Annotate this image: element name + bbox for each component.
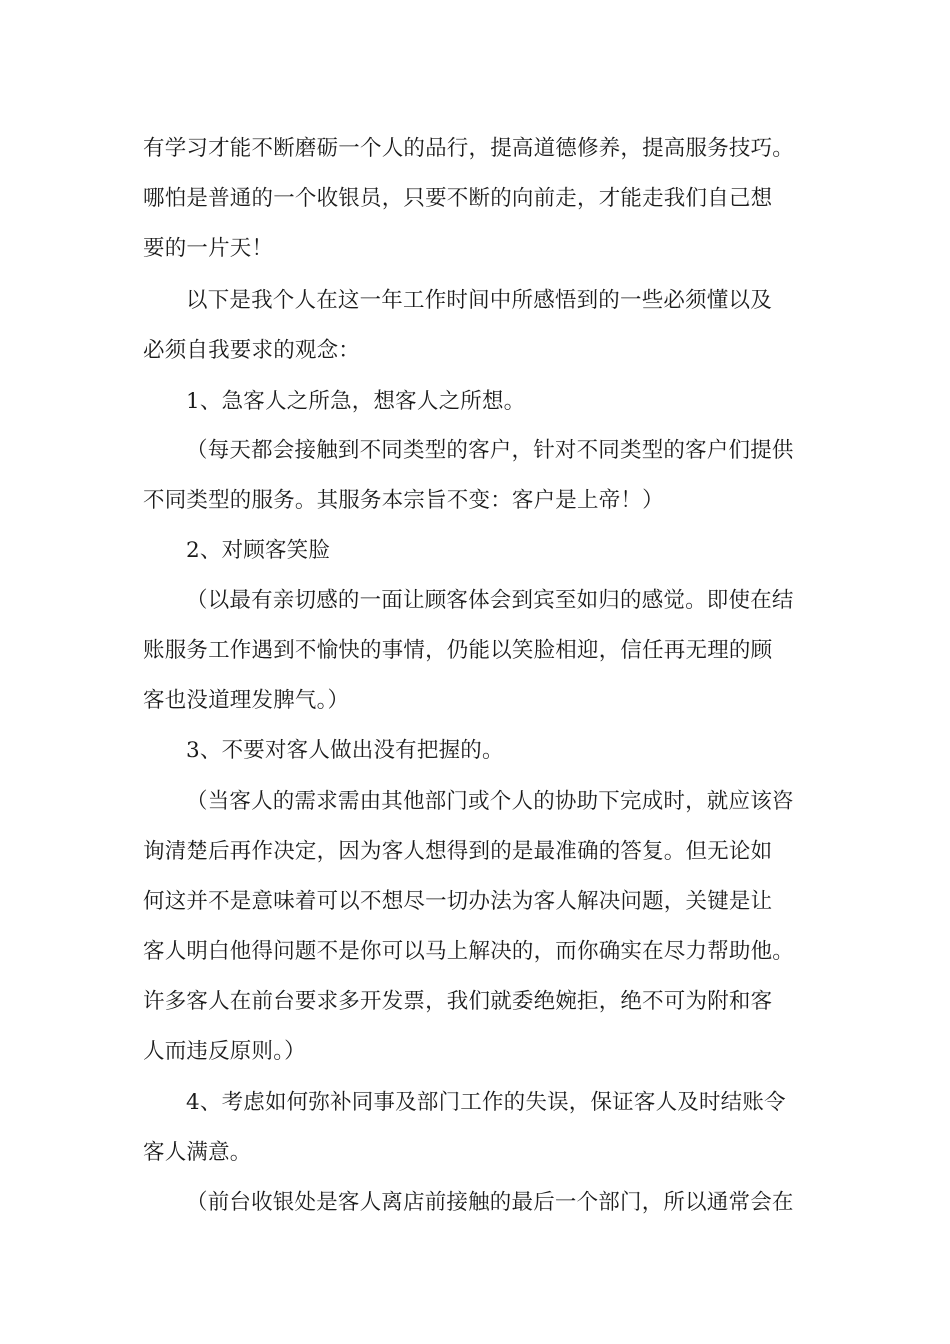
text-line: 3、不要对客人做出没有把握的。 — [186, 738, 504, 763]
text-line: 询清楚后再作决定，因为客人想得到的是最准确的答复。但无论如 — [143, 839, 773, 864]
text-line: （每天都会接触到不同类型的客户，针对不同类型的客户们提供 — [186, 438, 794, 463]
text-line: 客人满意。 — [143, 1140, 252, 1165]
text-line: 客也没道理发脾气。） — [143, 688, 350, 713]
text-line: 何这并不是意味着可以不想尽一切办法为客人解决问题，关键是让 — [143, 889, 773, 914]
text-line: 以下是我个人在这一年工作时间中所感悟到的一些必须懂以及 — [186, 288, 772, 313]
text-line: 许多客人在前台要求多开发票，我们就委绝婉拒，绝不可为附和客 — [143, 989, 773, 1014]
text-line: （前台收银处是客人离店前接触的最后一个部门，所以通常会在 — [186, 1190, 794, 1215]
text-line: 哪怕是普通的一个收银员，只要不断的向前走，才能走我们自己想 — [143, 186, 773, 211]
text-line: 要的一片天！ — [143, 236, 274, 261]
text-line: 1、急客人之所急，想客人之所想。 — [186, 389, 526, 414]
text-line: 账服务工作遇到不愉快的事情，仍能以笑脸相迎，信任再无理的顾 — [143, 638, 773, 663]
text-line: 4、考虑如何弥补同事及部门工作的失误，保证客人及时结账令 — [186, 1090, 786, 1115]
text-line: （以最有亲切感的一面让顾客体会到宾至如归的感觉。即使在结 — [186, 588, 794, 613]
text-line: 必须自我要求的观念： — [143, 338, 361, 363]
text-line: 不同类型的服务。其服务本宗旨不变：客户是上帝！） — [143, 488, 664, 513]
text-line: （当客人的需求需由其他部门或个人的协助下完成时，就应该咨 — [186, 789, 794, 814]
text-line: 2、对顾客笑脸 — [186, 538, 331, 563]
text-line: 客人明白他得问题不是你可以马上解决的，而你确实在尽力帮助他。 — [143, 939, 795, 964]
text-line: 有学习才能不断磨砺一个人的品行，提高道德修养，提高服务技巧。 — [143, 136, 795, 161]
text-line: 人而违反原则。） — [143, 1039, 306, 1064]
